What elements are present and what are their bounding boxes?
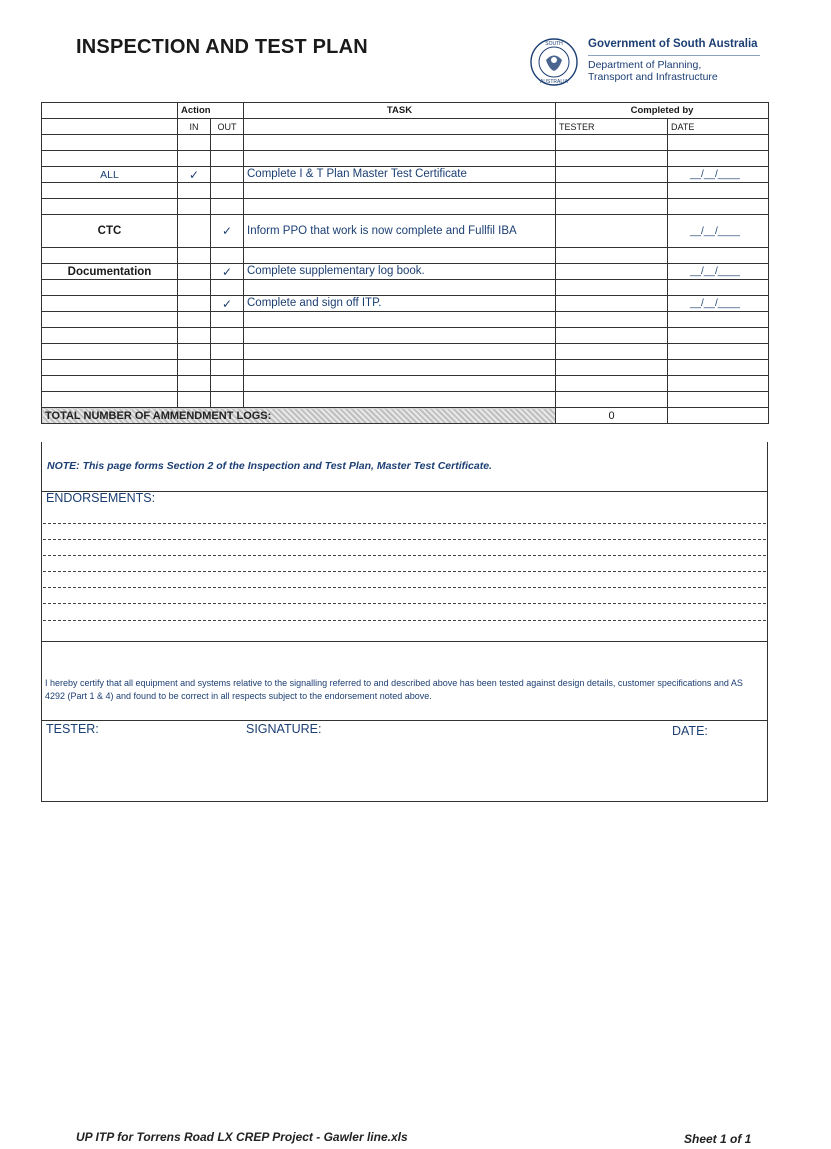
- endorsement-line: [43, 571, 766, 572]
- footer-filename: UP ITP for Torrens Road LX CREP Project - Gawler line.xls: [76, 1130, 408, 1144]
- table-row: [42, 280, 769, 296]
- category-cell: CTC: [42, 215, 178, 248]
- endorsement-line: [43, 555, 766, 556]
- table-row: [42, 199, 769, 215]
- endorsement-line: [43, 539, 766, 540]
- table-row: [42, 215, 769, 248]
- task-cell: Complete and sign off ITP.: [244, 296, 556, 312]
- in-check-icon: ✓: [178, 167, 211, 183]
- table-row: [42, 344, 769, 360]
- out-header: OUT: [211, 119, 244, 135]
- department-line-1: Department of Planning,: [588, 59, 702, 71]
- table-row: [42, 296, 769, 312]
- table-row: [42, 151, 769, 167]
- out-check-icon: ✓: [211, 296, 244, 312]
- svg-text:SOUTH: SOUTH: [545, 41, 563, 47]
- date-cell: __/__/____: [668, 167, 769, 183]
- completed-by-header: Completed by: [556, 103, 769, 119]
- endorsement-line: [43, 523, 766, 524]
- task-cell: Complete I & T Plan Master Test Certificate: [244, 167, 556, 183]
- in-check-icon: [178, 296, 211, 312]
- table-row: [42, 248, 769, 264]
- table-header-row: [42, 103, 769, 119]
- footer-sheet-number: Sheet 1 of 1: [684, 1132, 752, 1146]
- in-check-icon: [178, 215, 211, 248]
- in-check-icon: [178, 264, 211, 280]
- table-row: [42, 392, 769, 408]
- table-row: [42, 183, 769, 199]
- out-check-icon: ✓: [211, 264, 244, 280]
- date-cell: __/__/____: [668, 296, 769, 312]
- signature-label: SIGNATURE:: [246, 722, 322, 736]
- in-header: IN: [178, 119, 211, 135]
- task-cell: Complete supplementary log book.: [244, 264, 556, 280]
- task-cell: Inform PPO that work is now complete and Fullfil IBA: [244, 215, 556, 248]
- header-divider: [588, 55, 760, 56]
- table-row: [42, 135, 769, 151]
- total-amendment-logs-value: 0: [556, 408, 668, 424]
- department-line-2: Transport and Infrastructure: [588, 71, 718, 83]
- endorsement-line: [43, 620, 766, 621]
- total-amendment-logs-label: TOTAL NUMBER OF AMMENDMENT LOGS:: [42, 408, 556, 424]
- date-label: DATE:: [672, 724, 708, 738]
- date-cell: __/__/____: [668, 264, 769, 280]
- category-cell: ALL: [42, 167, 178, 183]
- department-name: [588, 59, 718, 83]
- table-row: [42, 376, 769, 392]
- out-check-icon: ✓: [211, 215, 244, 248]
- table-subheader-row: [42, 119, 769, 135]
- endorsement-line: [43, 603, 766, 604]
- tester-header: TESTER: [556, 119, 668, 135]
- section-note: NOTE: This page forms Section 2 of the Inspection and Test Plan, Master Test Certificate.: [47, 460, 492, 472]
- task-table: [41, 102, 769, 424]
- category-cell: Documentation: [42, 264, 178, 280]
- endorsements-label: ENDORSEMENTS:: [46, 491, 156, 505]
- total-row: [42, 408, 769, 424]
- table-row: [42, 312, 769, 328]
- page-title: INSPECTION AND TEST PLAN: [76, 36, 368, 58]
- endorsement-line: [43, 587, 766, 588]
- date-cell: __/__/____: [668, 215, 769, 248]
- south-australia-seal-logo: [530, 38, 578, 86]
- table-row: [42, 328, 769, 344]
- government-name: Government of South Australia: [588, 38, 758, 50]
- action-header: Action: [178, 103, 244, 119]
- tester-label: TESTER:: [46, 722, 99, 736]
- date-header: DATE: [668, 119, 769, 135]
- task-header: TASK: [244, 103, 556, 119]
- out-check-icon: [211, 167, 244, 183]
- table-row: [42, 264, 769, 280]
- table-row: [42, 167, 769, 183]
- signoff-box: [41, 720, 768, 802]
- certification-statement: I hereby certify that all equipment and systems relative to the signalling referred to and described above has been tested against design details, customer specifications and AS 4292 (Part 1 & 4) and found to be correct in all respects subject to the endorsement noted above.: [45, 678, 743, 701]
- table-row: [42, 360, 769, 376]
- category-cell: [42, 296, 178, 312]
- svg-text:AUSTRALIA: AUSTRALIA: [540, 79, 568, 85]
